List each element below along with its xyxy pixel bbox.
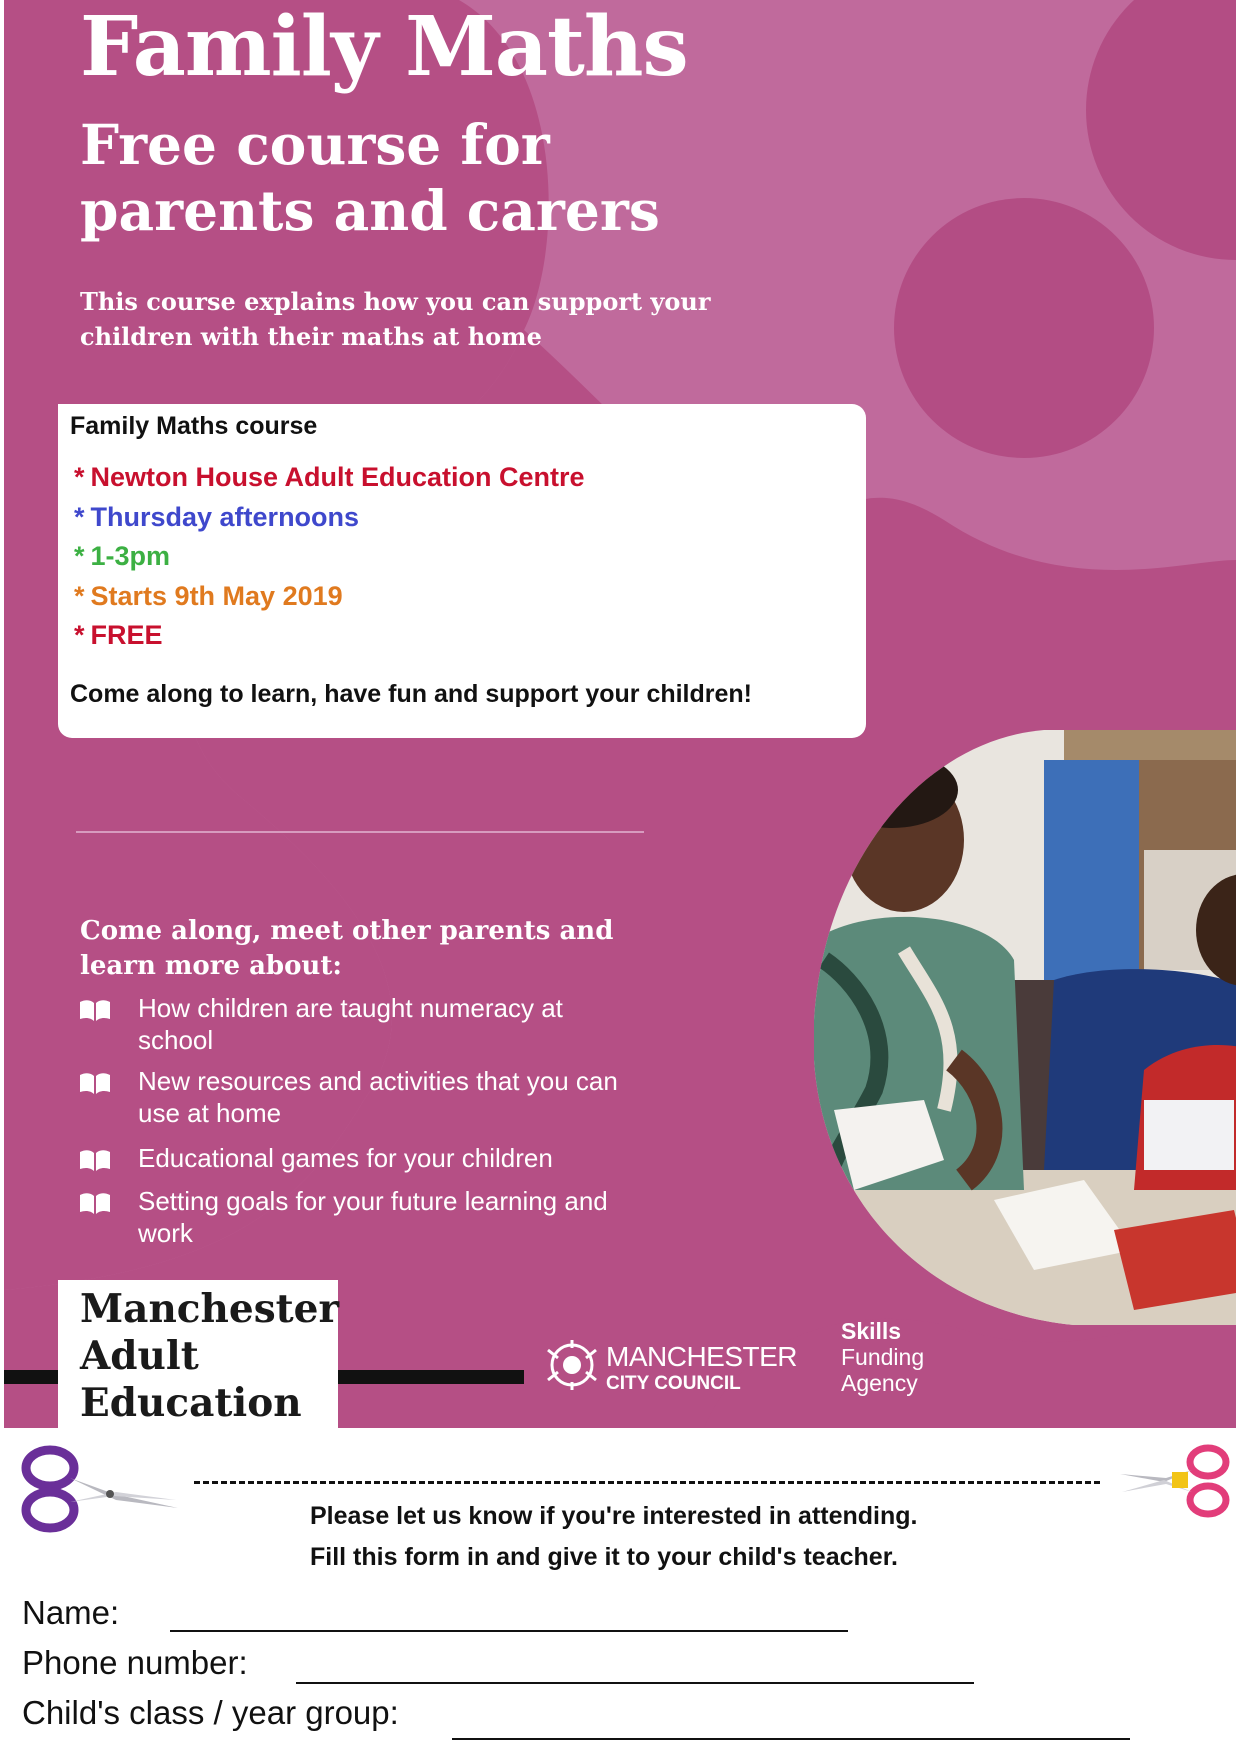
- form-instructions: Please let us know if you're interested in attending. Fill this form in and give it to your child's teacher.: [310, 1502, 918, 1571]
- council-name: MANCHESTER: [606, 1341, 798, 1372]
- benefits-intro: Come along, meet other parents and learn more about:: [80, 916, 614, 981]
- open-book-icon: [78, 1071, 112, 1095]
- name-field-label: Name:: [22, 1594, 120, 1631]
- scissors-icon: [18, 1442, 180, 1534]
- council-subtitle: CITY COUNCIL: [606, 1373, 741, 1394]
- mae-logo: Manchester Adult Education: [58, 1280, 338, 1428]
- course-detail-price: * FREE: [74, 620, 163, 650]
- section-divider: [76, 831, 644, 833]
- class-field-label: Child's class / year group:: [22, 1694, 399, 1731]
- open-book-icon: [78, 1191, 112, 1215]
- phone-field-line[interactable]: [296, 1682, 974, 1684]
- footer-bar: [4, 1370, 58, 1384]
- subtitle: Free course for parents and carers: [80, 112, 660, 243]
- open-book-icon: [78, 998, 112, 1022]
- parent-child-photo: [814, 730, 1236, 1325]
- course-info-box: [58, 404, 866, 738]
- course-detail-day: * Thursday afternoons: [74, 501, 360, 532]
- intro-text: This course explains how you can support your children with their maths at home: [80, 287, 711, 351]
- course-detail-time: * 1-3pm: [74, 541, 171, 571]
- phone-field-label: Phone number:: [22, 1644, 248, 1681]
- course-heading: Family Maths course: [70, 412, 318, 440]
- course-details-list: [74, 458, 585, 656]
- cut-line: [194, 1481, 1100, 1484]
- course-detail-start: * Starts 9th May 2019: [74, 580, 343, 611]
- course-tagline: Come along to learn, have fun and support your children!: [70, 680, 753, 708]
- council-crest-icon: [544, 1340, 600, 1390]
- scissors-icon: [1120, 1442, 1232, 1520]
- open-book-icon: [78, 1148, 112, 1172]
- flyer-poster: Family Maths Free course for parents and carers This course explains how you can support your children with their maths at home Family Maths course * Newton House Adult Education Centre * Thursday afternoons * 1-3pm * Starts 9th May 2019 * FREE Come along to learn, have fun and support your children! Come along, meet other parents and learn more about: How children are taught numeracy at school New resources and activities that you can use at home Educational games for your children Setting goals for your future learning and work Manchester Adult Education MANCHESTER CITY COUNCIL Skills Funding Agency: [4, 0, 1236, 1428]
- sfa-logo: Skills Funding Agency: [841, 1318, 925, 1396]
- page-title: Family Maths: [80, 0, 688, 95]
- footer-bar: [338, 1370, 524, 1384]
- name-field-line[interactable]: [170, 1630, 848, 1632]
- class-field-line[interactable]: [452, 1738, 1130, 1740]
- course-detail-venue: * Newton House Adult Education Centre: [74, 462, 585, 492]
